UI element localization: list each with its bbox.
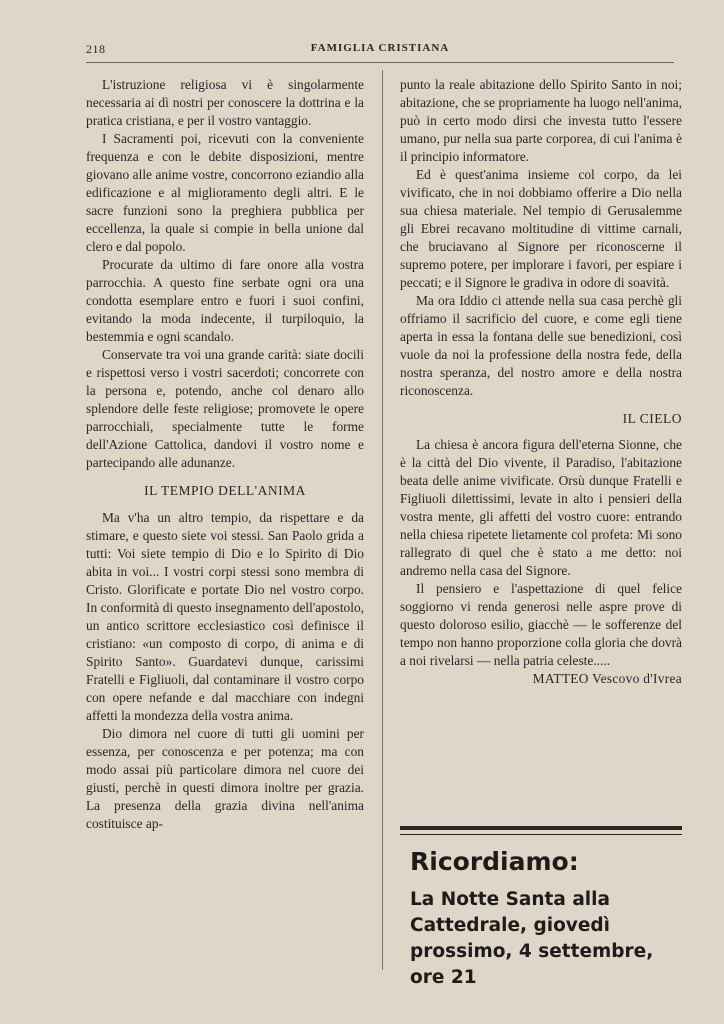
paragraph: punto la reale abitazione dello Spirito Santo in noi; abitazione, che se propriamente ha luogo nell'anima, può in certo modo dirsi che investa tutto l'essere umano, pur nella sua parte corporea, di cui l'anima è il principio informatore. (400, 77, 682, 164)
announcement-box (400, 826, 682, 991)
section-heading-tempio: IL TEMPIO DELL'ANIMA (144, 483, 306, 498)
announcement-text: La Notte Santa alla Cattedrale, giovedì prossimo, 4 settembre, ore 21 (410, 889, 654, 988)
page-number: 218 (86, 42, 106, 56)
paragraph: La chiesa è ancora figura dell'eterna Sionne, che è la città del Dio vivente, il Paradiso, l'abitazione beata delle anime vivificate. Orsù dunque Fratelli e Figliuoli dilettissimi, levate in alto i pensieri della vostra mente, gli affetti del vostro cuore: entrando nella chiesa ripetete lietamente col profeta: Mi sono rallegrato di quel che è stato a me detto: noi andremo nella casa del Signore. (400, 437, 682, 578)
paragraph: I Sacramenti poi, ricevuti con la conveniente frequenza e con le debite disposizioni, mentre giovano alle anime vostre, concorrono eziandio alla edificazione e al miglioramento degli altri. E le sacre funzioni sono la preghiera pubblica per eccellenza, la quale si compie in bella unione dal clero e dal popolo. (86, 131, 364, 254)
paragraph: Ed è quest'anima insieme col corpo, da lei vivificato, che in noi dobbiamo offerire a Dio nella sua chiesa materiale. Nel tempio di Gerusalemme gli Ebrei recavano moltitudine di vittime carnali, che bruciavano al Signore per riconoscerne il supremo potere, per implorare i favori, per espiare i peccati; e il Signore le gradiva in odore di soavità. (400, 167, 682, 290)
header-rule (86, 62, 674, 63)
paragraph: Ma v'ha un altro tempio, da rispettare e da stimare, e questo siete voi stessi. San Paolo grida a tutti: Voi siete tempio di Dio e lo Spirito di Dio abita in voi... I vostri corpi stessi sono membra di Cristo. Glorificate e portate Dio nel vostro corpo. In conformità di questo insegnamento dell'apostolo, un antico scrittore ecclesiastico così definisce il cristiano: «un composto di corpo, di anima e di Spirito Santo». Guardatevi dunque, carissimi Fratelli e Figliuoli, dal contaminare il vostro corpo con opere nefande e dal macchiare con indegni affetti la mondezza della vostra anima. (86, 510, 364, 723)
section-heading-cielo: IL CIELO (622, 411, 682, 426)
left-column (86, 76, 364, 833)
paragraph: Il pensiero e l'aspettazione di quel felice soggiorno vi renda generosi nelle aspre prove di questo doloroso esilio, giacchè — le sofferenze del tempo non hanno proporzione colla gloria che dovrà a noi rivelarsi — nella patria celeste..... (400, 581, 682, 668)
paragraph: Conservate tra voi una grande carità: siate docili e rispettosi verso i vostri sacerdoti; concorrete con la persona e, potendo, anche col denaro allo splendore delle feste religiose; promovete le opere parrocchiali, specialmente tutte le forme dell'Azione Cattolica, dandovi il vostro nome e partecipando alle adunanze. (86, 347, 364, 470)
announcement-rule (400, 826, 682, 830)
right-column (400, 76, 682, 688)
paragraph: Ma ora Iddio ci attende nella sua casa perchè gli offriamo il sacrificio del cuore, e come egli tiene aperta in essa la fontana delle sue benedizioni, così vuole da noi la professione della nostra fede, della nostra speranza, del nostro amore e della nostra riconoscenza. (400, 293, 682, 398)
paragraph: Dio dimora nel cuore di tutti gli uomini per essenza, per conoscenza e per potenza; ma con modo assai più particolare dimora nel cuore dei giusti, perchè in questi dimora inoltre per grazia. La presenza della grazia divina nell'anima costituisce ap- (86, 726, 364, 831)
running-head: FAMIGLIA CRISTIANA (310, 42, 450, 54)
paragraph: L'istruzione religiosa vi è singolarmente necessaria ai dì nostri per conoscere la dottrina e la pratica cristiana, e per il vostro vantaggio. (86, 77, 364, 128)
paragraph: Procurate da ultimo di fare onore alla vostra parrocchia. A questo fine serbate ogni ora una condotta esemplare entro e fuori i suoi confini, evitando la moda indecente, il turpiloquio, la bestemmia e ogni scandalo. (86, 257, 364, 344)
page-header (86, 42, 674, 62)
announcement-rule-thin (400, 834, 682, 835)
author-signature: MATTEO Vescovo d'Ivrea (532, 671, 682, 686)
column-divider (382, 70, 383, 970)
announcement-title: Ricordiamo: (410, 847, 579, 876)
